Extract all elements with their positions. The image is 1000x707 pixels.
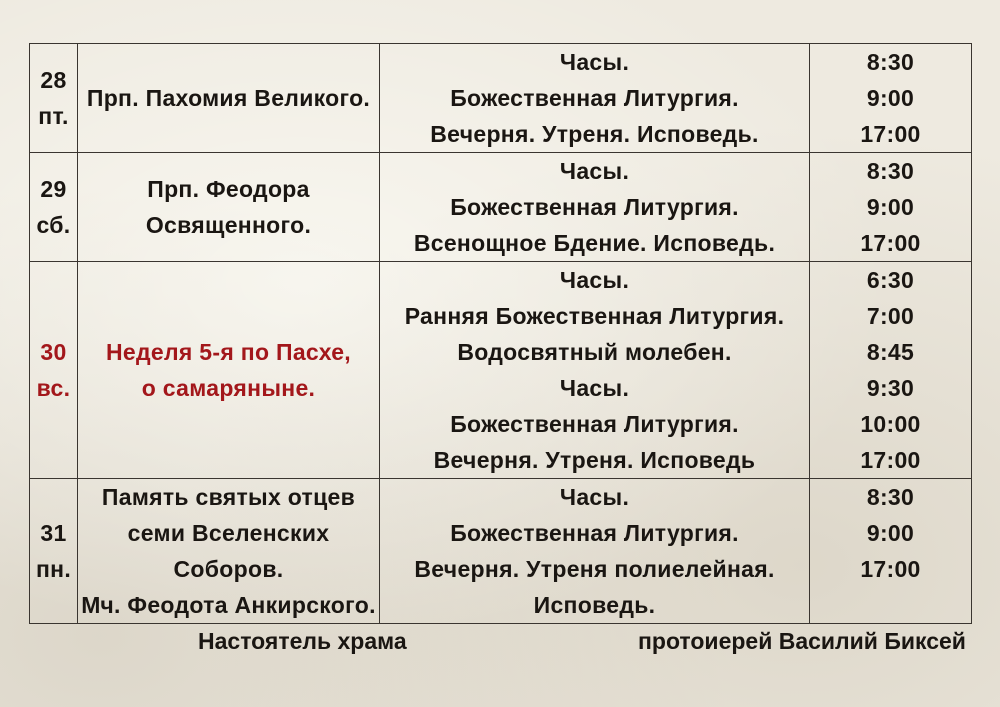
date-cell [30,479,78,624]
weekday: сб. [36,212,71,238]
service-time: 9:00 [866,520,915,546]
service-time: 9:00 [866,85,915,111]
services-cell [380,153,810,262]
date-number: 31 [40,520,67,546]
day-row [30,262,972,479]
rector-title: Настоятель храма [198,628,407,654]
service-item: Часы. [559,267,630,293]
service-time: 8:30 [866,484,915,510]
date-cell [30,262,78,479]
feast-line: о самаряныне. [141,375,316,401]
day-row [30,44,972,153]
date-cell [30,44,78,153]
feast-line: Соборов. [173,556,284,582]
feast-line: Мч. Феодота Анкирского. [81,592,376,618]
service-time: 7:00 [866,303,915,329]
day-row [30,153,972,262]
service-item: Вечерня. Утреня. Исповедь [433,447,756,473]
service-item: Всенощное Бдение. Исповедь. [413,230,776,256]
service-item: Вечерня. Утреня. Исповедь. [430,121,759,147]
feast-cell [78,44,380,153]
service-item: Вечерня. Утреня полиелейная. [414,556,775,582]
times-cell [810,262,972,479]
day-row [30,479,972,624]
service-item: Водосвятный молебен. [457,339,732,365]
feast-line: Прп. Феодора [147,176,310,202]
feast-line: семи Вселенских [127,520,330,546]
service-item: Часы. [559,158,630,184]
service-item: Часы. [559,49,630,75]
service-time: 10:00 [860,411,921,437]
services-cell [380,479,810,624]
feast-line: Память святых отцев [101,484,356,510]
feast-cell [78,479,380,624]
date-number: 28 [40,67,67,93]
service-item: Исповедь. [533,592,656,618]
service-schedule-table [29,43,972,624]
service-item: Часы. [559,375,630,401]
weekday: пт. [38,103,69,129]
service-item: Божественная Литургия. [450,520,739,546]
service-time: 8:45 [866,339,915,365]
service-time: 17:00 [860,230,921,256]
service-time: 9:30 [866,375,915,401]
feast-line: Неделя 5-я по Пасхе, [105,339,352,365]
service-item: Божественная Литургия. [450,194,739,220]
service-item: Часы. [559,484,630,510]
weekday: вс. [36,375,71,401]
date-cell [30,153,78,262]
feast-line: Освященного. [145,212,312,238]
services-cell [380,262,810,479]
times-cell [810,479,972,624]
date-number: 30 [40,339,67,365]
times-cell [810,44,972,153]
service-time: 17:00 [860,556,921,582]
service-time: 8:30 [866,49,915,75]
service-item: Божественная Литургия. [450,411,739,437]
weekday: пн. [35,556,72,582]
service-time: 9:00 [866,194,915,220]
rector-name: протоиерей Василий Биксей [638,628,966,654]
feast-cell [78,262,380,479]
services-cell [380,44,810,153]
feast-cell [78,153,380,262]
service-time: 8:30 [866,158,915,184]
date-number: 29 [40,176,67,202]
service-time: 6:30 [866,267,915,293]
service-time [810,587,971,623]
feast-line: Прп. Пахомия Великого. [86,85,371,111]
service-item: Ранняя Божественная Литургия. [404,303,785,329]
times-cell [810,153,972,262]
service-time: 17:00 [860,447,921,473]
service-time: 17:00 [860,121,921,147]
service-item: Божественная Литургия. [450,85,739,111]
